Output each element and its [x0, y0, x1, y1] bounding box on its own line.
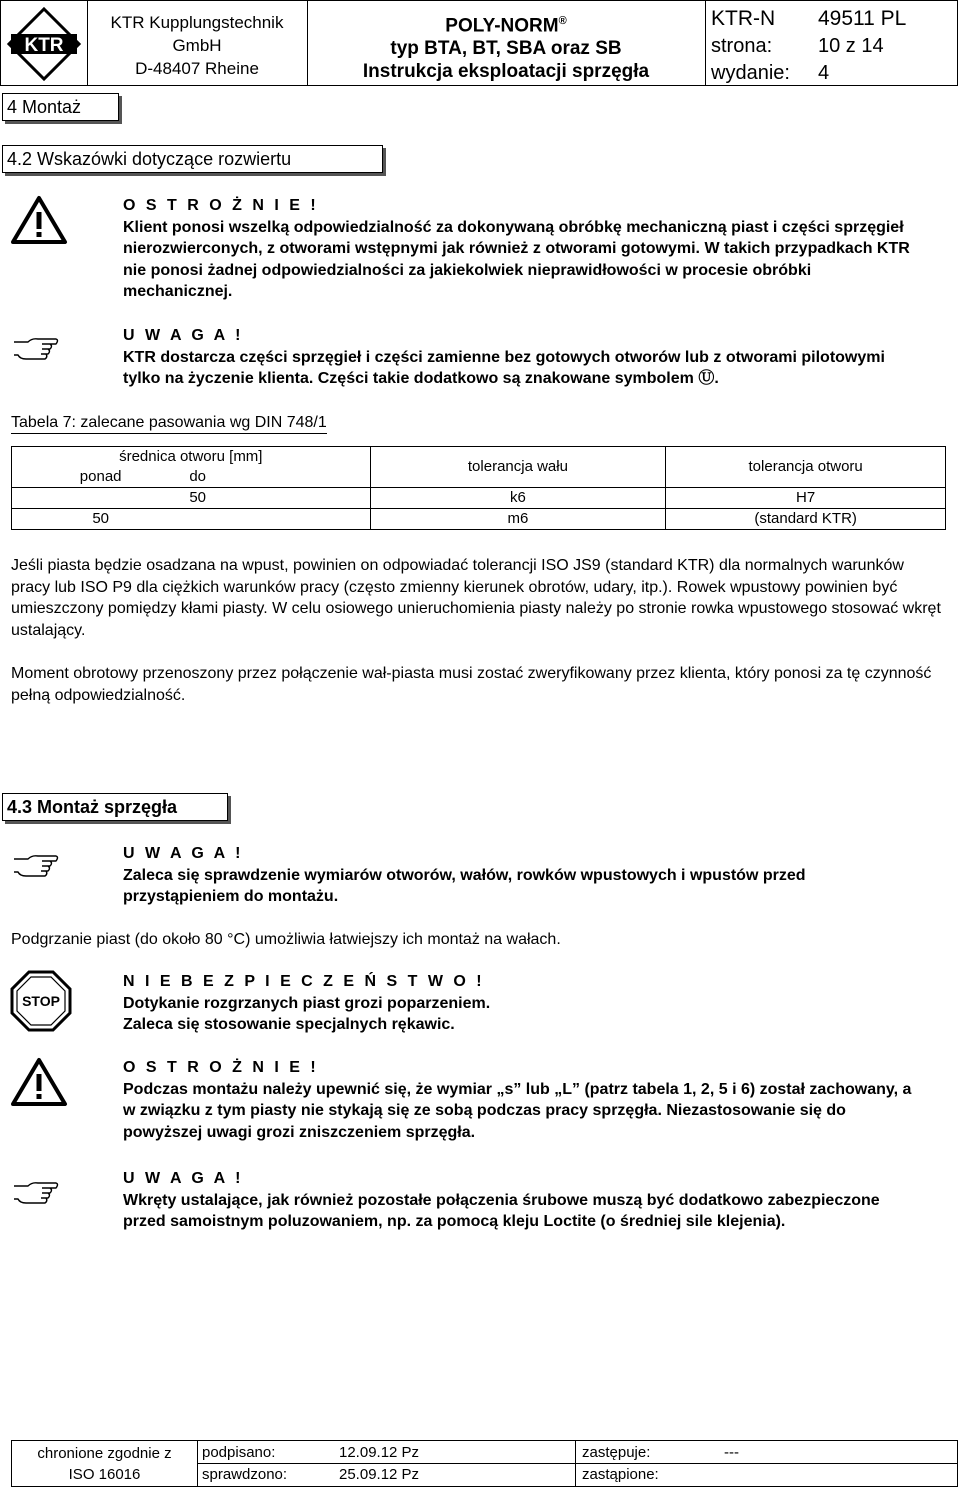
table-header-shaft: tolerancja wału [370, 447, 666, 488]
page-label: strona: [711, 35, 773, 57]
table-header-to: do [189, 467, 370, 488]
torque-paragraph: Moment obrotowy przenoszony przez połączenie wał-piasta musi zostać zweryfikowany przez klienta, który ponosi za tę czynność pełną odpowiedzialność. [11, 665, 932, 704]
subsection-heading: 4.3 Montaż sprzęgła [2, 793, 228, 821]
caution-text: Podczas montażu należy upewnić się, że wymiar „s” lub „L” (patrz tabela 1, 2, 5 i 6) został zachowany, a w związku z tym piasty nie stykają się ze sobą podczas pracy sprzęgła. Niezastosowanie się do powyższej uwagi grozi zniszczeniem sprzęgła. [123, 1080, 912, 1141]
iso-note-line2: ISO 16016 [68, 1466, 141, 1483]
svg-text:KTR: KTR [24, 35, 64, 56]
replaces-value: --- [724, 1444, 739, 1461]
svg-text:STOP: STOP [22, 993, 60, 1009]
caution-title: O S T R O Ż N I E ! [123, 1059, 319, 1076]
stop-sign-icon [10, 970, 72, 1032]
section-heading: 4 Montaż [2, 93, 119, 121]
danger-title: N I E B E Z P I E C Z E Ń S T W O ! [123, 973, 485, 990]
caution-notice [123, 1057, 923, 1143]
product-name: POLY-NORM® [445, 15, 567, 37]
note-notice [123, 325, 923, 390]
danger-notice [123, 971, 923, 1036]
table-row: 50 m6 (standard KTR) [12, 509, 946, 530]
note-text: Zaleca się sprawdzenie wymiarów otworów, wałów, rowków wpustowych i wpustów przed przystąpieniem do montażu. [123, 866, 806, 905]
caution-text: Klient ponosi wszelką odpowiedzialność za dokonywaną obróbkę mechaniczną piast i części sprzęgieł nierozwierconych, z otworami wstępnymi jak również z otworami gotowymi. W takich przypadkach KTR nie ponosi żadnej odpowiedzialności za jakiekolwiek nieprawidłowości w procesie obróbki mechanicznej. [123, 218, 910, 300]
pointing-hand-icon [12, 336, 60, 362]
pointing-hand-icon [12, 1180, 60, 1206]
note-notice [123, 1168, 923, 1233]
ktr-logo-icon [7, 7, 81, 81]
table-row: 50 k6 H7 [12, 488, 946, 509]
note-title: U W A G A ! [123, 327, 244, 344]
caution-title: O S T R O Ż N I E ! [123, 197, 319, 214]
checked-label: sprawdzono: [202, 1466, 288, 1483]
replaces-label: zastępuje: [582, 1444, 651, 1461]
edition-number: 4 [818, 62, 830, 84]
note-title: U W A G A ! [123, 1170, 244, 1187]
table-header-from: ponad [12, 467, 190, 488]
note-notice [123, 843, 923, 908]
warning-triangle-icon [10, 1057, 68, 1107]
table-header-bore: tolerancja otworu [666, 447, 946, 488]
table-group-header: średnica otworu [mm] [12, 447, 371, 468]
edition-label: wydanie: [711, 62, 790, 84]
page-number: 10 z 14 [818, 35, 884, 57]
signed-label: podpisano: [202, 1444, 276, 1461]
document-header [0, 0, 958, 86]
doc-code-label: KTR-N [711, 7, 776, 30]
document-footer [11, 1440, 958, 1487]
iso-note-line1: chronione zgodnie z [37, 1445, 172, 1462]
company-form: GmbH [172, 36, 222, 55]
note-text: KTR dostarcza części sprzęgieł i części zamienne bez gotowych otworów lub z otworami pilotowymi tylko na życzenie klienta. Części takie dodatkowo są znakowane symbolem Ⓤ. [123, 348, 885, 387]
note-title: U W A G A ! [123, 845, 244, 862]
u-symbol-icon: Ⓤ [698, 370, 715, 387]
replaced-by-label: zastąpione: [582, 1466, 659, 1483]
pointing-hand-icon [12, 853, 60, 879]
company-name: KTR Kupplungstechnik [110, 13, 284, 32]
doc-code-value: 49511 PL [818, 7, 907, 30]
note-text: Wkręty ustalające, jak również pozostałe połączenia śrubowe muszą być dodatkowo zabezpieczone przed samoistnym poluzowaniem, np. za pomocą kleju Loctite (o średniej sile klejenia). [123, 1191, 880, 1230]
heating-paragraph: Podgrzanie piast (do około 80 °C) umożliwia łatwiejszy ich montaż na wałach. [11, 931, 561, 948]
document-title: Instrukcja eksploatacji sprzęgła [362, 61, 650, 83]
danger-text-2: Zaleca się stosowanie specjalnych rękawic. [123, 1016, 455, 1033]
caution-notice [123, 195, 923, 303]
signed-date: 12.09.12 Pz [339, 1444, 420, 1461]
warning-triangle-icon [10, 195, 68, 245]
keyway-paragraph: Jeśli piasta będzie osadzana na wpust, powinien on odpowiadać tolerancji ISO JS9 (standard KTR) dla normalnych warunków pracy lub ISO P9 dla ciężkich warunków pracy (często zmienny kierunek obrotów, udary, itp.). Rowek wpustowy powinien być umieszczony pomiędzy kłami piasty. W celu osiowego unieruchomienia piasty należy po stronie rowka wpustowego stosować wkręt ustalający. [11, 557, 941, 639]
danger-text-1: Dotykanie rozgrzanych piast grozi poparzeniem. [123, 994, 491, 1012]
product-types: typ BTA, BT, SBA oraz SB [390, 38, 622, 60]
fit-tolerance-table [11, 446, 946, 530]
subsection-heading: 4.2 Wskazówki dotyczące rozwiertu [2, 145, 383, 173]
checked-date: 25.09.12 Pz [339, 1466, 420, 1483]
table-caption: Tabela 7: zalecane pasowania wg DIN 748/1 [11, 413, 327, 434]
company-address: D-48407 Rheine [135, 59, 259, 78]
